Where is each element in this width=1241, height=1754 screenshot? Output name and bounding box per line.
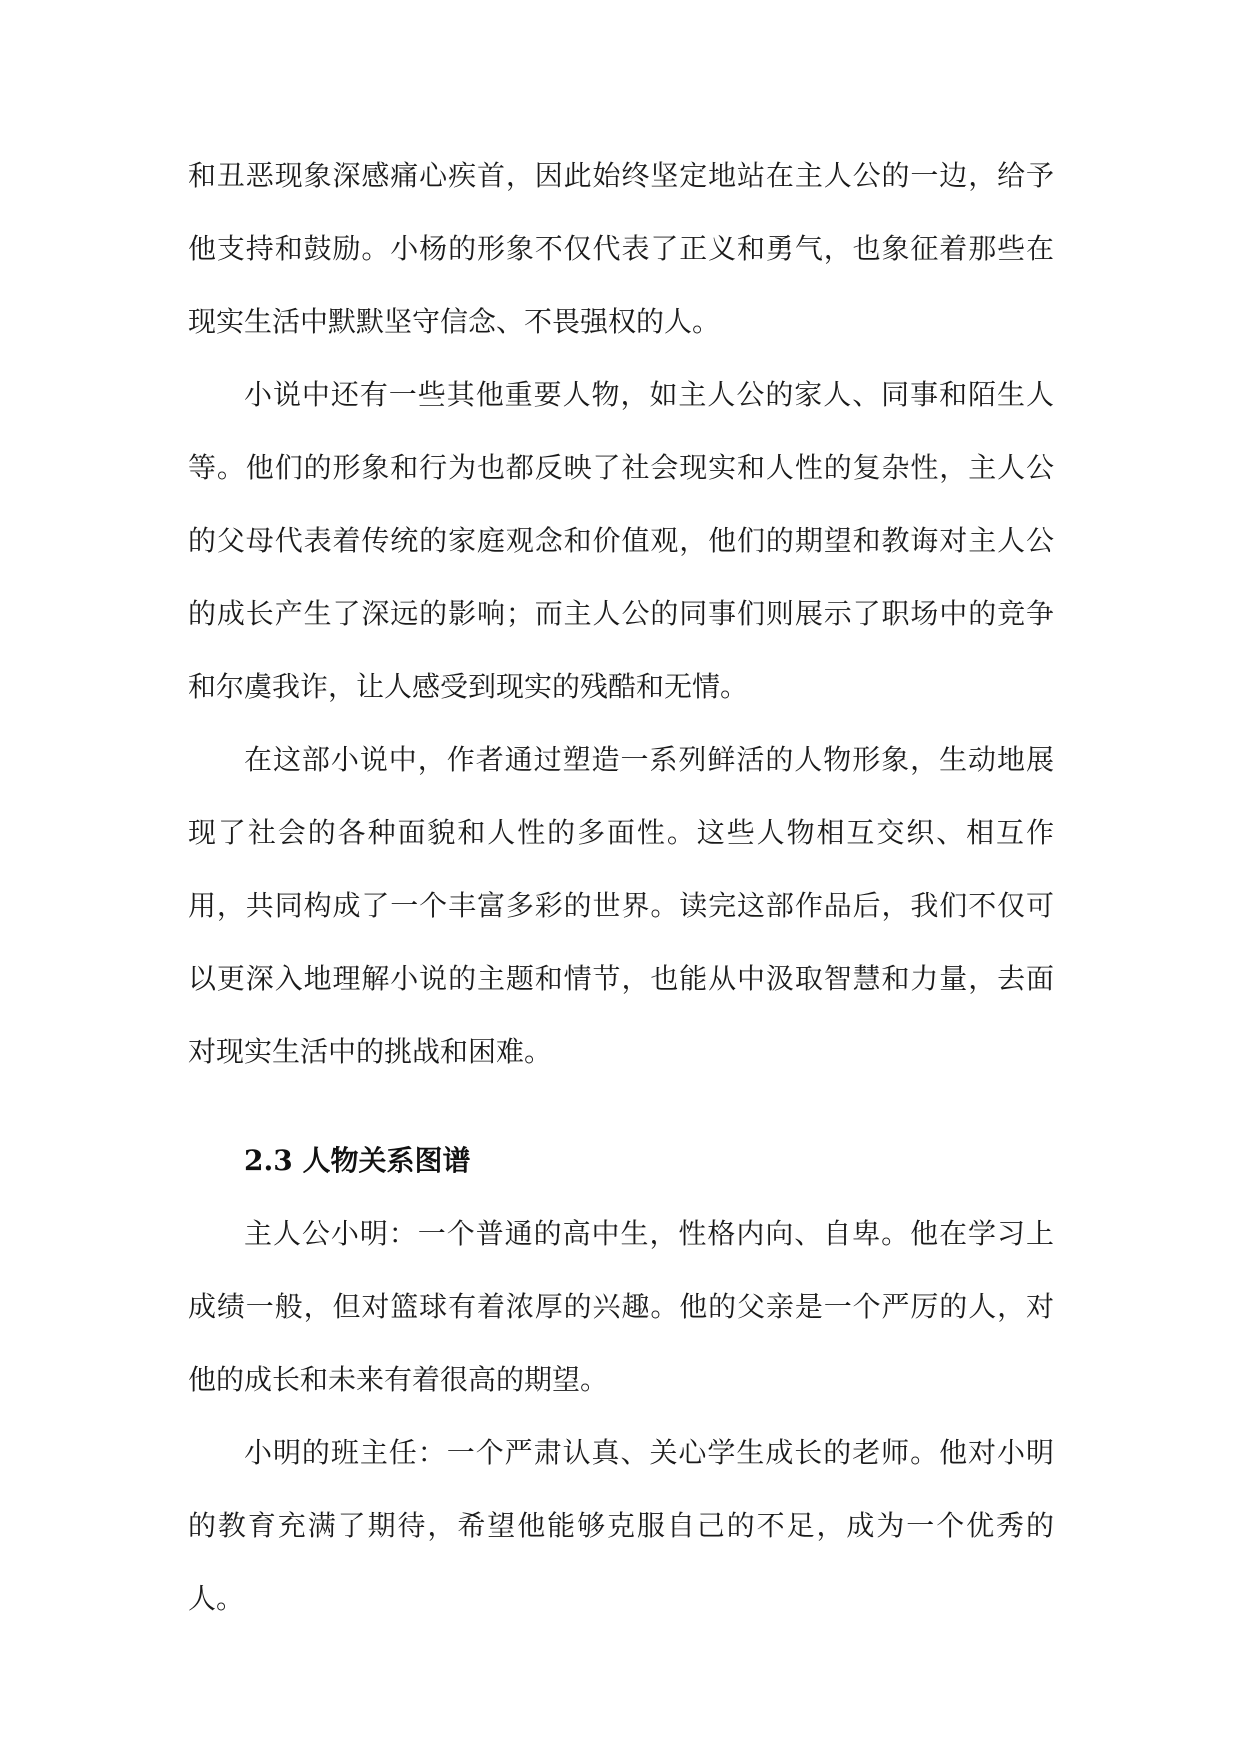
paragraph-other-characters: 小说中还有一些其他重要人物，如主人公的家人、同事和陌生人等。他们的形象和行为也都反映了社会现实和人性的复杂性，主人公的父母代表着传统的家庭观念和价值观，他们的期望和教诲对主人公的成长产生了深远的影响；而主人公的同事们则展示了职场中的竞争和尔虞我诈，让人感受到现实的残酷和无情。 <box>188 378 1054 703</box>
paragraph-continued: 和丑恶现象深感痛心疾首，因此始终坚定地站在主人公的一边，给予他支持和鼓励。小杨的形象不仅代表了正义和勇气，也象征着那些在现实生活中默默坚守信念、不畏强权的人。 <box>188 159 1054 338</box>
paragraph-head-teacher: 小明的班主任：一个严肃认真、关心学生成长的老师。他对小明的教育充满了期待，希望他能够克服自己的不足，成为一个优秀的人。 <box>188 1436 1054 1615</box>
paragraph-summary: 在这部小说中，作者通过塑造一系列鲜活的人物形象，生动地展现了社会的各种面貌和人性的多面性。这些人物相互交织、相互作用，共同构成了一个丰富多彩的世界。读完这部作品后，我们不仅可以更深入地理解小说的主题和情节，也能从中汲取智慧和力量，去面对现实生活中的挑战和困难。 <box>188 743 1054 1068</box>
document-body <box>188 139 1054 1635</box>
section-spacer <box>188 1088 1054 1124</box>
paragraph-protagonist: 主人公小明：一个普通的高中生，性格内向、自卑。他在学习上成绩一般，但对篮球有着浓厚的兴趣。他的父亲是一个严厉的人，对他的成长和未来有着很高的期望。 <box>188 1217 1054 1396</box>
section-heading: 2.3 人物关系图谱 <box>244 1144 471 1177</box>
